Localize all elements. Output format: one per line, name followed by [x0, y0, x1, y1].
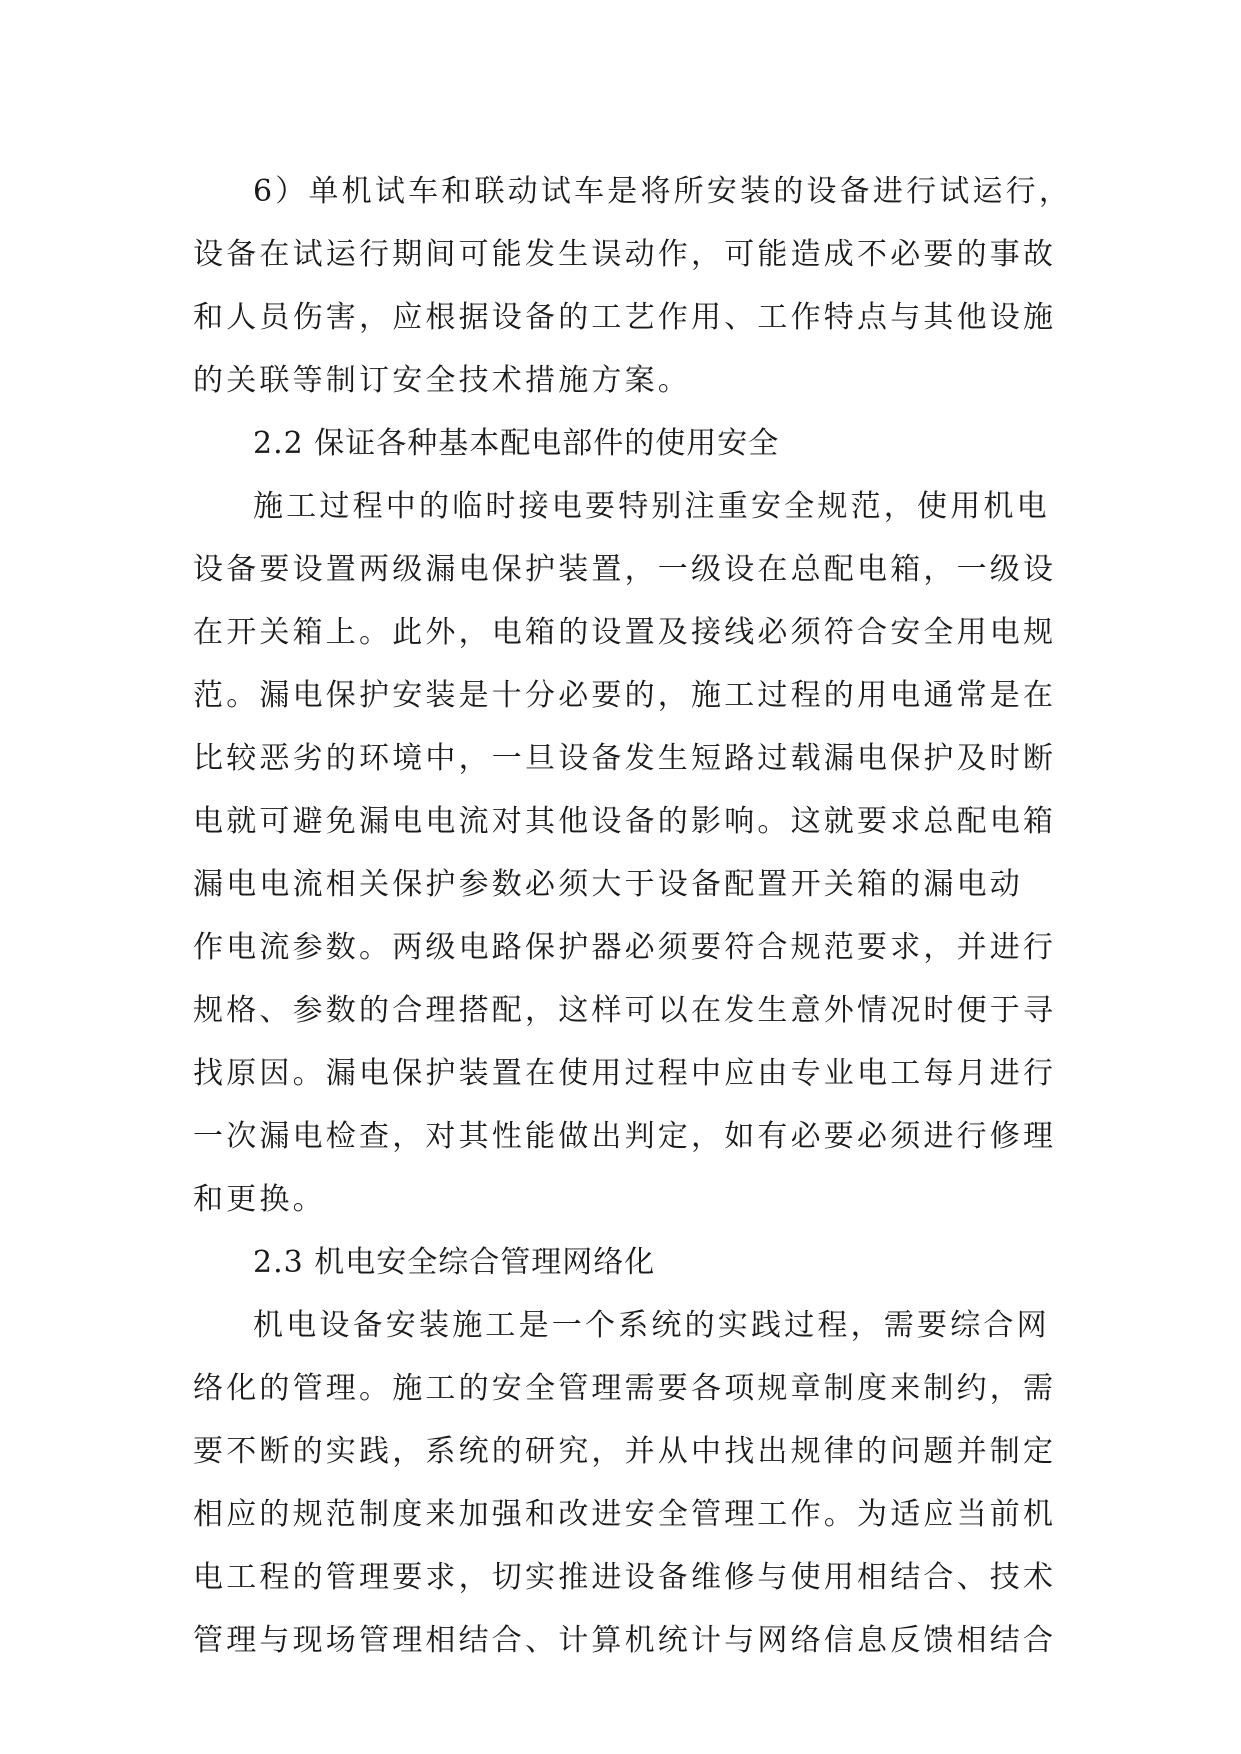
section-heading-2-2: 2.2 保证各种基本配电部件的使用安全: [253, 426, 780, 461]
text-line: 规格、参数的合理搭配，这样可以在发生意外情况时便于寻: [193, 993, 1057, 1028]
document-page: [193, 160, 1073, 1672]
text-line: 电就可避免漏电电流对其他设备的影响。这就要求总配电箱: [193, 804, 1057, 839]
text-line: 电工程的管理要求，切实推进设备维修与使用相结合、技术: [193, 1560, 1057, 1595]
text-line: 和人员伤害，应根据设备的工艺作用、工作特点与其他设施: [193, 300, 1057, 335]
text-line: 和更换。: [193, 1182, 326, 1217]
text-line: 作电流参数。两级电路保护器必须要符合规范要求，并进行: [193, 930, 1057, 965]
text-line: 络化的管理。施工的安全管理需要各项规章制度来制约，需: [193, 1371, 1057, 1406]
text-line: 漏电电流相关保护参数必须大于设备配置开关箱的漏电动: [193, 867, 1023, 902]
text-line: 的关联等制订安全技术措施方案。: [193, 363, 691, 398]
text-line: 范。漏电保护安装是十分必要的，施工过程的用电通常是在: [193, 678, 1057, 713]
text-line: 设备要设置两级漏电保护装置，一级设在总配电箱，一级设: [193, 552, 1057, 587]
text-line: 设备在试运行期间可能发生误动作，可能造成不必要的事故: [193, 237, 1057, 272]
text-line: 管理与现场管理相结合、计算机统计与网络信息反馈相结合: [193, 1623, 1057, 1658]
text-line: 相应的规范制度来加强和改进安全管理工作。为适应当前机: [193, 1497, 1057, 1532]
text-line: 比较恶劣的环境中，一旦设备发生短路过载漏电保护及时断: [193, 741, 1057, 776]
paragraph-2: [193, 475, 1057, 1231]
text-line: 一次漏电检查，对其性能做出判定，如有必要必须进行修理: [193, 1119, 1057, 1154]
text-line: 要不断的实践，系统的研究，并从中找出规律的问题并制定: [193, 1434, 1057, 1469]
paragraph-3: [193, 1294, 1057, 1672]
text-line: 机电设备安装施工是一个系统的实践过程，需要综合网: [253, 1308, 1050, 1343]
text-line: 6）单机试车和联动试车是将所安装的设备进行试运行，: [253, 174, 1073, 209]
text-line: 在开关箱上。此外，电箱的设置及接线必须符合安全用电规: [193, 615, 1057, 650]
text-line: 施工过程中的临时接电要特别注重安全规范，使用机电: [253, 489, 1050, 524]
text-line: 找原因。漏电保护装置在使用过程中应由专业电工每月进行: [193, 1056, 1057, 1091]
section-heading-2-3: 2.3 机电安全综合管理网络化: [253, 1245, 656, 1280]
paragraph-1: [193, 160, 1073, 412]
